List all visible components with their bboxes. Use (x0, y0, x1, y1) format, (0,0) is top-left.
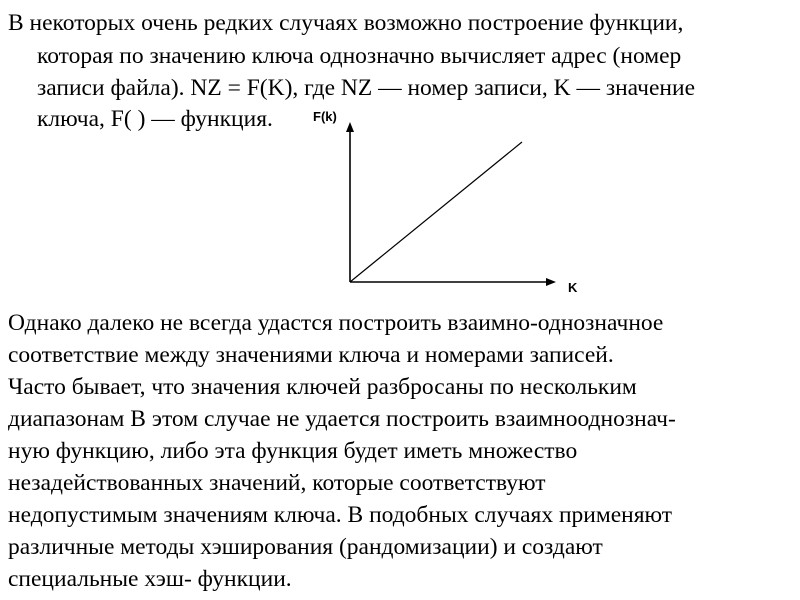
explanation-line-7: недопустимым значениям ключа. В подобных случаях применяют (8, 502, 673, 528)
intro-line-4: ключа, F( ) — функция. (37, 106, 273, 132)
intro-line-2: которая по значению ключа однозначно вычисляет адрес (номер (37, 43, 682, 69)
explanation-line-6: незадействованных значений, которые соответствуют (8, 470, 546, 496)
y-axis-label: F(k) (313, 109, 337, 124)
x-axis-label: K (568, 280, 578, 295)
y-axis-arrow-icon (346, 122, 354, 132)
intro-line-1: В некоторых очень редких случаях возможно построение функции, (8, 10, 684, 36)
explanation-line-9: специальные хэш- функции. (8, 566, 292, 592)
explanation-line-1: Однако далеко не всегда удастся построить взаимно-однозначное (8, 310, 664, 336)
intro-line-3: записи файла). NZ = F(K), где NZ — номер записи, K — значение (37, 75, 695, 101)
explanation-line-2: соответствие между значениями ключа и номерами записей. (8, 342, 614, 368)
explanation-line-8: различные методы хэширования (рандомизации) и создают (8, 534, 603, 560)
explanation-line-4: диапазонам В этом случае не удается построить взаимнооднознач- (8, 406, 676, 432)
explanation-line-3: Часто бывает, что значения ключей разбросаны по нескольким (8, 374, 637, 400)
x-axis-arrow-icon (546, 278, 556, 286)
linear-function-diagram (300, 100, 600, 300)
explanation-line-5: ную функцию, либо эта функция будет иметь множество (8, 438, 578, 464)
function-line (350, 142, 522, 282)
